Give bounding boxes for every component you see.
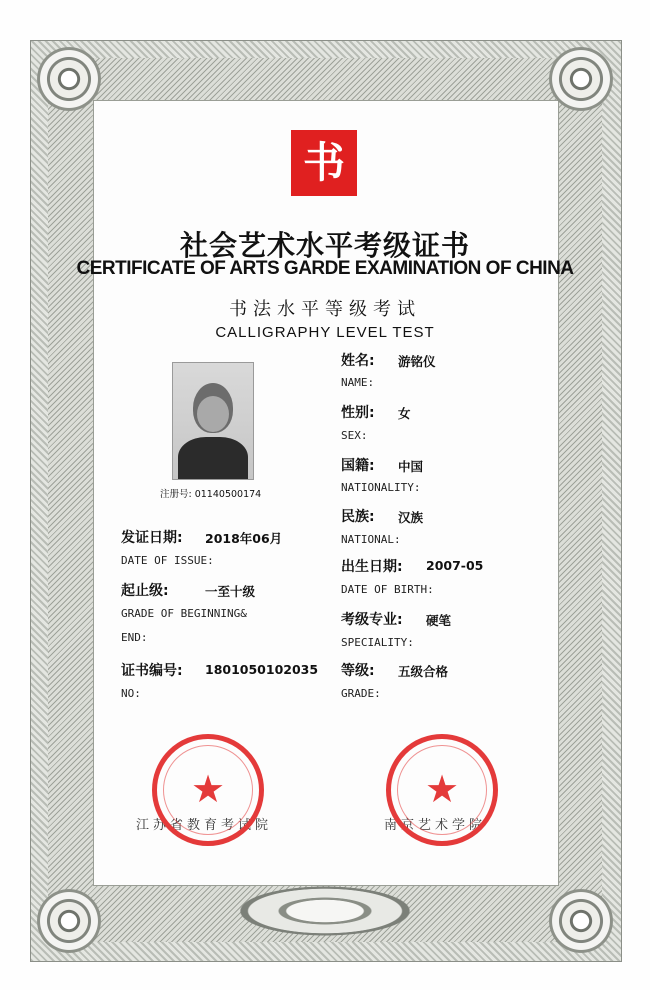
name-label-en: NAME: (341, 376, 375, 389)
name-label-cn: 姓名: (341, 353, 375, 369)
nation-label-cn: 民族: (341, 509, 375, 525)
speciality-value: 硬笔 (426, 613, 452, 628)
grade-value: 五级合格 (398, 664, 449, 679)
issue-date-value: 2018年06月 (205, 531, 283, 546)
official-seal-right (386, 734, 498, 846)
bottom-ornament-icon (235, 885, 415, 937)
official-seal-left (152, 734, 264, 846)
corner-rosette-icon (34, 44, 104, 114)
seal-star-icon: ★ (190, 767, 226, 811)
grade-label-cn: 等级: (341, 663, 375, 679)
issue-date-label-en: DATE OF ISSUE: (121, 554, 214, 567)
grade-range-label-en: GRADE OF BEGINNING& (121, 607, 247, 620)
cert-no-label-en: NO: (121, 687, 141, 700)
sex-label-en: SEX: (341, 429, 368, 442)
nation-value: 汉族 (398, 510, 424, 525)
name-value: 游铭仪 (398, 354, 436, 369)
issue-date-label-cn: 发证日期: (121, 530, 183, 546)
exam-subtitle-en: CALLIGRAPHY LEVEL TEST (215, 324, 435, 341)
certificate-title-en: CERTIFICATE OF ARTS GARDE EXAMINATION OF CHINA (76, 258, 574, 279)
certificate-title-cn: 社会艺术水平考级证书 (179, 229, 470, 262)
birth-date-label-en: DATE OF BIRTH: (341, 583, 434, 596)
cert-no-label-cn: 证书编号: (121, 663, 183, 679)
nationality-label-cn: 国籍: (341, 458, 375, 474)
corner-rosette-icon (34, 886, 104, 956)
grade-range-value: 一至十级 (205, 584, 256, 599)
seal-star-icon: ★ (424, 767, 460, 811)
grade-label-en: GRADE: (341, 687, 381, 700)
registration-number: 注册号: 01140500174 (160, 489, 262, 500)
corner-rosette-icon (546, 44, 616, 114)
nation-label-en: NATIONAL: (341, 533, 401, 546)
exam-subtitle-cn: 书法水平等级考试 (229, 299, 421, 320)
speciality-label-en: SPECIALITY: (341, 636, 414, 649)
nationality-value: 中国 (398, 459, 424, 474)
birth-date-value: 2007-05 (426, 558, 484, 573)
corner-rosette-icon (546, 886, 616, 956)
candidate-photo (172, 362, 254, 480)
sex-value: 女 (398, 406, 411, 421)
speciality-label-cn: 考级专业: (341, 612, 403, 628)
grade-range-label-en-2: END: (121, 631, 148, 644)
issuer-right-name: 南京艺术学院 (384, 818, 487, 833)
nationality-label-en: NATIONALITY: (341, 481, 421, 494)
issuer-left-name: 江苏省教育考试院 (136, 818, 273, 833)
cert-no-value: 1801050102035 (205, 662, 319, 677)
grade-range-label-cn: 起止级: (121, 583, 169, 599)
emblem-glyph: 书 (302, 138, 345, 187)
birth-date-label-cn: 出生日期: (341, 559, 403, 575)
sex-label-cn: 性别: (341, 405, 375, 421)
